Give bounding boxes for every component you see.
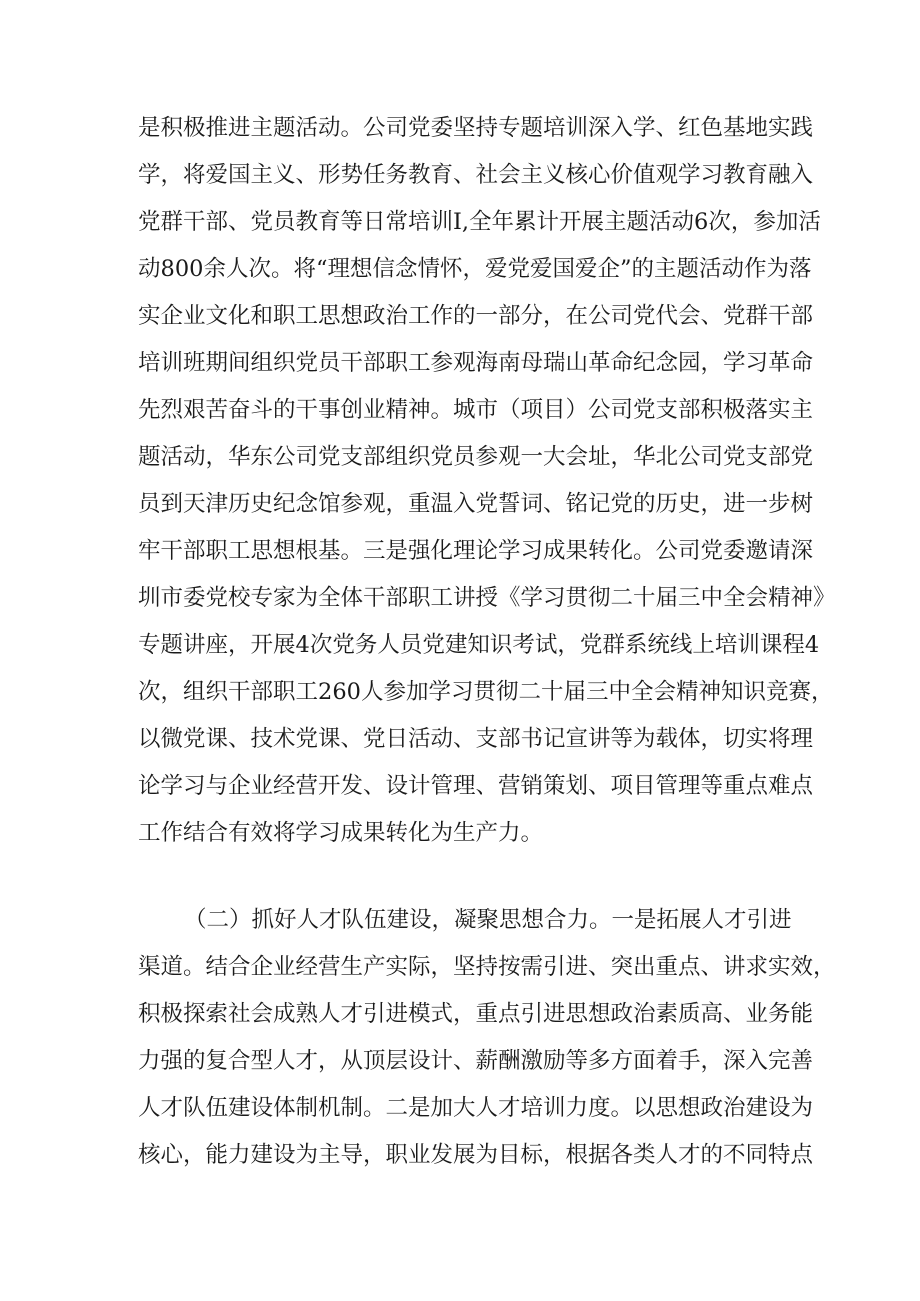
- text-line: 先烈艰苦奋斗的干事创业精神。城市（项目）公司党支部积极落实主: [138, 397, 814, 423]
- text-line: 题活动，华东公司党支部组织党员参观一大会址，华北公司党支部党: [138, 444, 814, 470]
- text-line: 力强的复合型人才，从顶层设计、薪酬激励等多方面着手，深入完善: [138, 1048, 814, 1074]
- text-line: 党群干部、党员教育等日常培训I,全年累计开展主题活动6次，参加活: [138, 209, 821, 235]
- text-line: 实企业文化和职工思想政治工作的一部分，在公司党代会、党群干部: [138, 303, 814, 329]
- text-line: 积极探索社会成熟人才引进模式，重点引进思想政治素质高、业务能: [138, 1001, 814, 1027]
- text-line: 工作结合有效将学习成果转化为生产力。: [138, 820, 544, 846]
- text-line: 专题讲座，开展4次党务人员党建知识考试，党群系统线上培训课程4: [138, 632, 820, 658]
- text-line: 牢干部职工思想根基。三是强化理论学习成果转化。公司党委邀请深: [138, 538, 814, 564]
- text-line: 渠道。结合企业经营生产实际，坚持按需引进、突出重点、讲求实效，: [138, 954, 836, 980]
- text-line: 员到天津历史纪念馆参观，重温入党誓词、铭记党的历史，进一步树: [138, 491, 814, 517]
- text-line: 圳市委党校专家为全体干部职工讲授《学习贯彻二十届三中全会精神》: [138, 585, 836, 611]
- text-line: 核心，能力建设为主导，职业发展为目标，根据各类人才的不同特点: [138, 1142, 814, 1168]
- text-line: 人才队伍建设体制机制。二是加大人才培训力度。以思想政治建设为: [138, 1095, 814, 1121]
- text-line: 动800余人次。将“理想信念情怀，爱党爱国爱企”的主题活动作为落: [138, 256, 812, 282]
- text-line: 以微党课、技术党课、党日活动、支部书记宣讲等为载体，切实将理: [138, 726, 814, 752]
- text-line: 论学习与企业经营开发、设计管理、营销策划、项目管理等重点难点: [138, 773, 814, 799]
- text-line: 学，将爱国主义、形势任务教育、社会主义核心价值观学习教育融入: [138, 162, 814, 188]
- section-heading-line: （二）抓好人才队伍建设，凝聚思想合力。一是拓展人才引进: [184, 907, 792, 933]
- text-line: 培训班期间组织党员干部职工参观海南母瑞山革命纪念园，学习革命: [138, 350, 814, 376]
- paragraph-talent-team: [138, 897, 836, 1179]
- text-line: 次，组织干部职工260人参加学习贯彻二十届三中全会精神知识竞赛，: [138, 679, 834, 705]
- text-line: 是积极推进主题活动。公司党委坚持专题培训深入学、红色基地实践: [138, 115, 814, 141]
- paragraph-theme-activities: [138, 105, 836, 857]
